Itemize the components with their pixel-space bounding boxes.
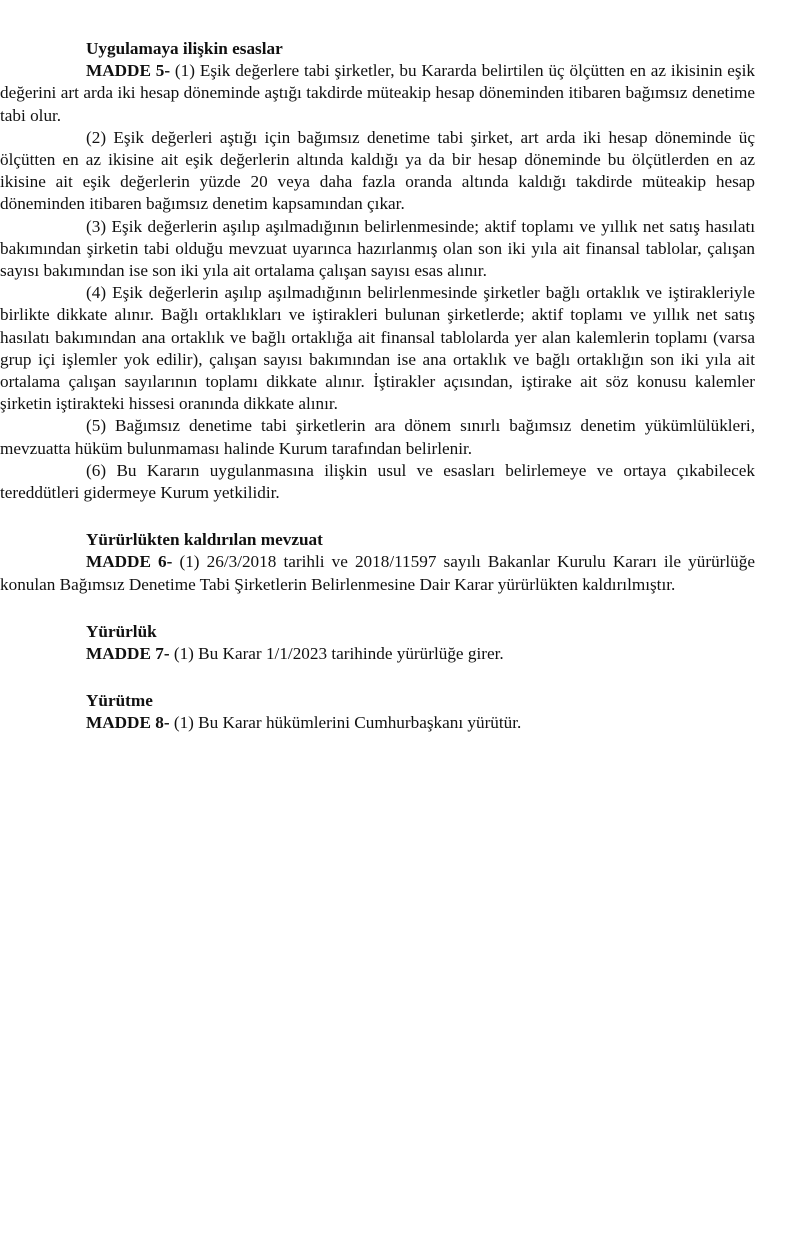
article-6-paragraph-1 <box>0 551 755 595</box>
section-article-7 <box>86 621 755 665</box>
article-label: MADDE 5- <box>86 61 171 81</box>
article-5-paragraph-2: (2) Eşik değerleri aştığı için bağımsız denetime tabi şirket, art arda iki hesap döneminde üç ölçütten en az ikisine ait eşik değerlerin altında kaldığı ya da bir hesap döneminde bu ölçütlerden en az ikisine ait eşik değerlerin yüzde 20 veya daha fazla oranda altında kaldığı takdirde müteakip hesap döneminden itibaren bağımsız denetim kapsamından çıkar. <box>0 127 755 214</box>
article-8-paragraph-1 <box>86 712 755 734</box>
document-page <box>0 38 755 735</box>
article-5-paragraph-5: (5) Bağımsız denetime tabi şirketlerin ara dönem sınırlı bağımsız denetim yükümlülükleri, mevzuatta hüküm bulunmaması halinde Kurum tarafından belirlenir. <box>0 416 755 458</box>
section-article-5 <box>0 38 755 504</box>
section-article-8 <box>86 690 755 734</box>
paragraph-text: (1) Bu Karar 1/1/2023 tarihinde yürürlüğe girer. <box>169 644 504 664</box>
section-heading: Uygulamaya ilişkin esaslar <box>86 39 283 58</box>
paragraph-text: (1) Eşik değerlere tabi şirketler, bu Kararda belirtilen üç ölçütten en az ikisinin eşik değerini art arda iki hesap döneminde aştığı takdirde müteakip hesap döneminden itibaren bağımsız denetime tabi olur. <box>0 61 755 125</box>
article-5-paragraph-1 <box>0 60 755 127</box>
article-5-paragraph-4: (4) Eşik değerlerin aşılıp aşılmadığının belirlenmesinde şirketler bağlı ortaklık ve iştirakleriyle birlikte dikkate alınır. Bağlı ortaklıkları ve iştirakleri bulunan şirketlerde; aktif toplamı ve yıllık net satış hasılatı bakımından ana ortaklık ve bağlı ortaklığa ait finansal tablolarda yer alan kalemlerin toplamı (varsa grup içi işlemler yok edilir), çalışan sayısı bakımından ise ana ortaklık ve bağlı ortaklığın son iki yıla ait ortalama çalışan sayılarının toplamı dikkate alınır. İştirakler açısından, iştirake ait söz konusu kalemler şirketin iştirakteki hissesi oranında dikkate alınır. <box>0 283 755 414</box>
article-7-paragraph-1 <box>86 643 755 665</box>
paragraph-text: (1) Bu Karar hükümlerini Cumhurbaşkanı yürütür. <box>169 713 522 733</box>
article-5-paragraph-3: (3) Eşik değerlerin aşılıp aşılmadığının belirlenmesinde; aktif toplamı ve yıllık net satış hasılatı bakımından şirketin tabi olduğu mevzuat uyarınca hazırlanmış olan son iki yıla ait finansal tablolar, çalışan sayısı bakımından ise son iki yıla ait ortalama çalışan sayısı esas alınır. <box>0 216 755 281</box>
section-article-6 <box>0 529 755 596</box>
article-5-paragraph-6: (6) Bu Kararın uygulanmasına ilişkin usul ve esasları belirlemeye ve ortaya çıkabilecek tereddütleri gidermeye Kurum yetkilidir. <box>0 460 755 503</box>
article-label: MADDE 8- <box>86 713 170 733</box>
article-label: MADDE 7- <box>86 644 170 664</box>
section-heading: Yürütme <box>86 691 153 711</box>
section-heading: Yürürlük <box>86 621 157 641</box>
article-label: MADDE 6- <box>86 552 173 572</box>
section-heading: Yürürlükten kaldırılan mevzuat <box>86 530 323 550</box>
paragraph-text: (1) 26/3/2018 tarihli ve 2018/11597 sayılı Bakanlar Kurulu Kararı ile yürürlüğe konulan Bağımsız Denetime Tabi Şirketlerin Belirlenmesine Dair Karar yürürlükten kaldırılmıştır. <box>0 552 755 594</box>
